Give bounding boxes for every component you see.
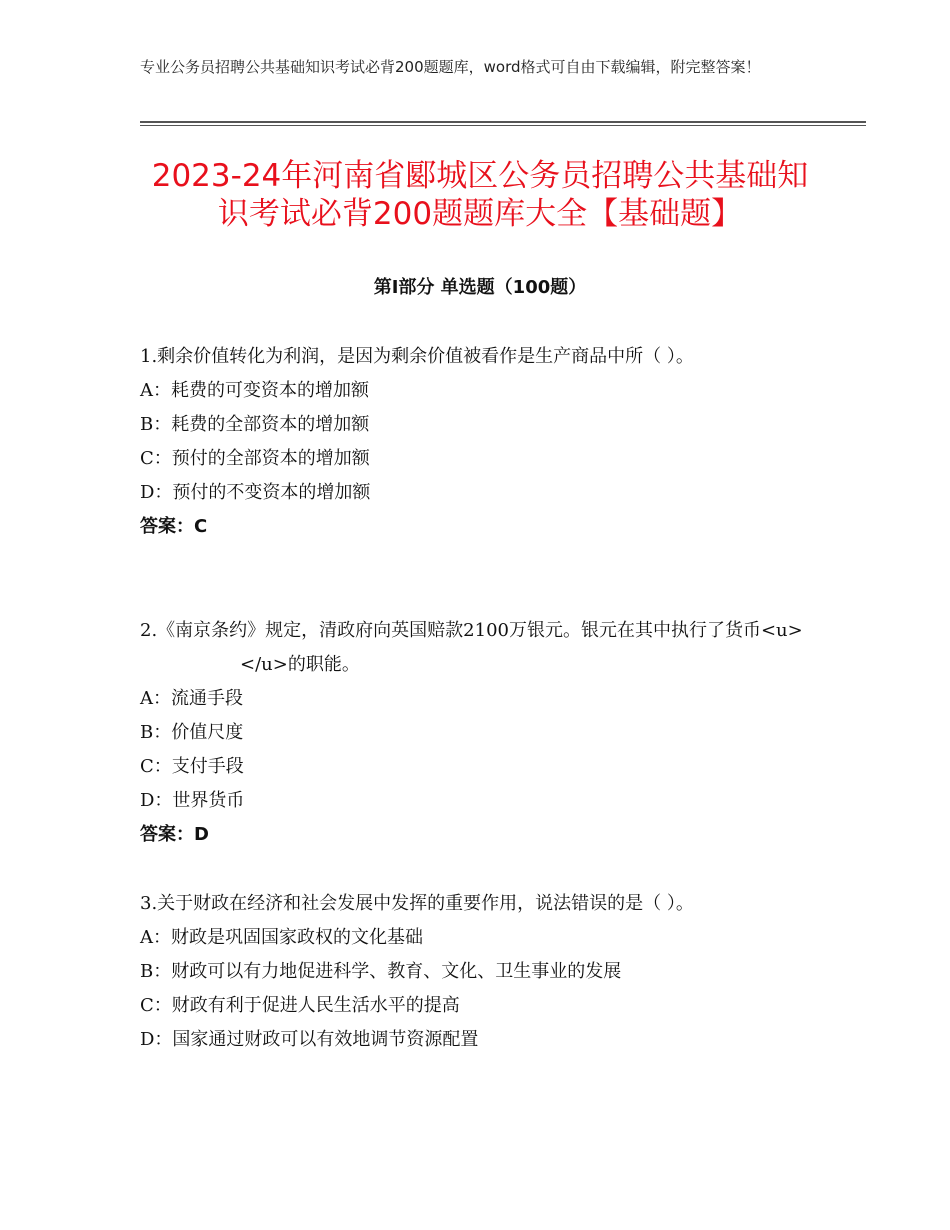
header-rule-thin [140, 125, 866, 126]
option-a: A：耗费的可变资本的增加额 [140, 380, 369, 401]
option-a: A：流通手段 [140, 688, 243, 709]
stem-after-blank: </u>的职能。 [240, 654, 360, 675]
option-d: D：预付的不变资本的增加额 [140, 482, 371, 503]
option-a: A：财政是巩固国家政权的文化基础 [140, 927, 423, 948]
question-stem: 1.剩余价值转化为利润，是因为剩余价值被看作是生产商品中所（ ）。 [140, 346, 694, 367]
option-b: B：耗费的全部资本的增加额 [140, 414, 370, 435]
option-c: C：预付的全部资本的增加额 [140, 448, 370, 469]
option-b: B：财政可以有力地促进科学、教育、文化、卫生事业的发展 [140, 961, 622, 982]
answer: 答案：C [140, 516, 208, 537]
question-stem [140, 614, 820, 682]
option-d: D：世界货币 [140, 790, 245, 811]
header-rule-thick [140, 121, 866, 123]
document-title: 2023-24年河南省郾城区公务员招聘公共基础知识考试必背200题题库大全【基础题】 [151, 158, 809, 232]
option-d: D：国家通过财政可以有效地调节资源配置 [140, 1029, 479, 1050]
question-stem: 3.关于财政在经济和社会发展中发挥的重要作用，说法错误的是（ ）。 [140, 893, 694, 914]
option-c: C：财政有利于促进人民生活水平的提高 [140, 995, 460, 1016]
stem-before-blank: 2.《南京条约》规定，清政府向英国赔款2100万银元。银元在其中执行了货币<u> [140, 620, 803, 641]
header-note: 专业公务员招聘公共基础知识考试必背200题题库，word格式可自由下载编辑，附完整答案！ [140, 58, 761, 76]
answer: 答案：D [140, 824, 209, 845]
option-b: B：价值尺度 [140, 722, 244, 743]
section-title: 第Ⅰ部分 单选题（100题） [373, 277, 587, 298]
question-2 [140, 614, 820, 852]
question-3 [140, 887, 820, 1057]
question-1 [140, 340, 820, 544]
option-c: C：支付手段 [140, 756, 244, 777]
